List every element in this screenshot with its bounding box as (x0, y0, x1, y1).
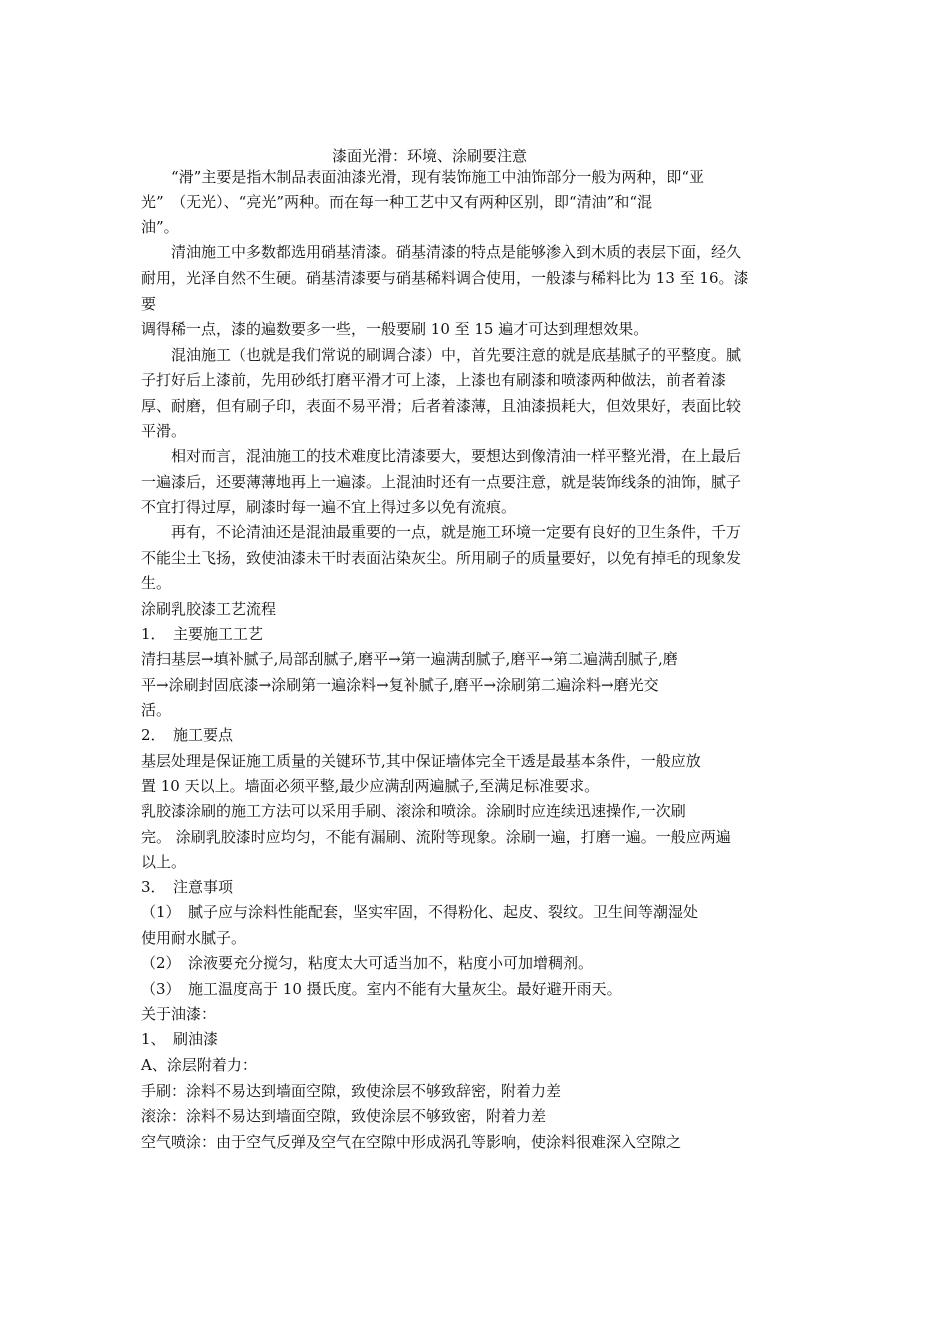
text-line: 2． 施工要点 (141, 726, 234, 744)
text-line: 滚涂：涂料不易达到墙面空隙，致使涂层不够致密，附着力差 (141, 1107, 547, 1125)
text-line: 基层处理是保证施工质量的关键环节,其中保证墙体完全干透是最基本条件，一般应放 (141, 752, 701, 770)
text-line: 完。 涂刷乳胶漆时应均匀，不能有漏刷、流附等现象。涂刷一遍，打磨一遍。一般应两遍 (141, 828, 731, 846)
text-line: 平→涂刷封固底漆→涂刷第一遍涂料→复补腻子,磨平→涂刷第二遍涂料→磨光交 (141, 676, 659, 694)
text-line: 再有，不论清油还是混油最重要的一点，就是施工环境一定要有良好的卫生条件，千万 (141, 523, 742, 541)
text-line: （1） 腻子应与涂料性能配套，坚实牢固，不得粉化、起皮、裂纹。卫生间等潮湿处 (141, 903, 699, 921)
text-line: 3． 注意事项 (141, 878, 234, 896)
page-title: 漆面光滑：环境、涂刷要注意 (332, 147, 528, 165)
text-line: 耐用，光泽自然不生硬。硝基清漆要与硝基稀料调合使用，一般漆与稀料比为 13 至 16。漆 (141, 269, 749, 287)
text-line: 乳胶漆涂刷的施工方法可以采用手刷、滚涂和喷涂。涂刷时应连续迅速操作,一次刷 (141, 802, 686, 820)
text-line: 活。 (141, 701, 172, 719)
text-line: 油”。 (141, 218, 179, 236)
text-line: 以上。 (141, 853, 187, 871)
text-line: 相对而言，混油施工的技术难度比清漆要大，要想达到像清油一样平整光滑，在上最后 (141, 447, 742, 465)
text-line: （3） 施工温度高于 10 摄氏度。室内不能有大量灰尘。最好避开雨天。 (141, 980, 622, 998)
text-line: 不宜打得过厚，刷漆时每一遍不宜上得过多以免有流痕。 (141, 498, 517, 516)
text-line: 手刷：涂料不易达到墙面空隙，致使涂层不够致辞密，附着力差 (141, 1082, 562, 1100)
text-line: 混油施工（也就是我们常说的刷调合漆）中，首先要注意的就是底基腻子的平整度。腻 (141, 346, 742, 364)
text-line: 涂刷乳胶漆工艺流程 (141, 600, 277, 618)
text-line: 1、 刷油漆 (141, 1030, 219, 1048)
text-line: 使用耐水腻子。 (141, 929, 247, 947)
text-line: “滑”主要是指木制品表面油漆光滑，现有装饰施工中油饰部分一般为两种，即“亚 (141, 168, 705, 186)
text-line: 要 (141, 295, 157, 313)
text-line: 空气喷涂：由于空气反弹及空气在空隙中形成涡孔等影响，使涂料很难深入空隙之 (141, 1133, 682, 1151)
text-line: 清油施工中多数都选用硝基清漆。硝基清漆的特点是能够渗入到木质的表层下面，经久 (141, 243, 742, 261)
text-line: A、涂层附着力： (141, 1056, 257, 1074)
text-line: 生。 (141, 574, 172, 592)
text-line: 子打好后上漆前，先用砂纸打磨平滑才可上漆，上漆也有刷漆和喷漆两种做法，前者着漆 (141, 371, 727, 389)
text-line: 清扫基层→填补腻子,局部刮腻子,磨平→第一遍满刮腻子,磨平→第二遍满刮腻子,磨 (141, 650, 678, 668)
text-line: 一遍漆后，还要薄薄地再上一遍漆。上混油时还有一点要注意，就是装饰线条的油饰，腻子 (141, 473, 742, 491)
text-line: 关于油漆： (141, 1005, 217, 1023)
text-line: 光” （无光）、“亮光”两种。而在每一种工艺中又有两种区别，即“清油”和“混 (141, 193, 653, 211)
text-line: 不能尘土飞扬，致使油漆未干时表面沾染灰尘。所用刷子的质量要好，以免有掉毛的现象发 (141, 549, 742, 567)
text-line: 调得稀一点，漆的遍数要多一些，一般要刷 10 至 15 遍才可达到理想效果。 (141, 320, 649, 338)
text-line: 置 10 天以上。墙面必须平整,最少应满刮两遍腻子,至满足标准要求。 (141, 777, 600, 795)
text-line: 厚、耐磨，但有刷子印，表面不易平滑；后者着漆薄，且油漆损耗大，但效果好，表面比较 (141, 397, 742, 415)
text-line: 1． 主要施工工艺 (141, 625, 264, 643)
text-line: （2） 涂液要充分搅匀，粘度太大可适当加不，粘度小可加增稠剂。 (141, 954, 594, 972)
text-line: 平滑。 (141, 422, 187, 440)
